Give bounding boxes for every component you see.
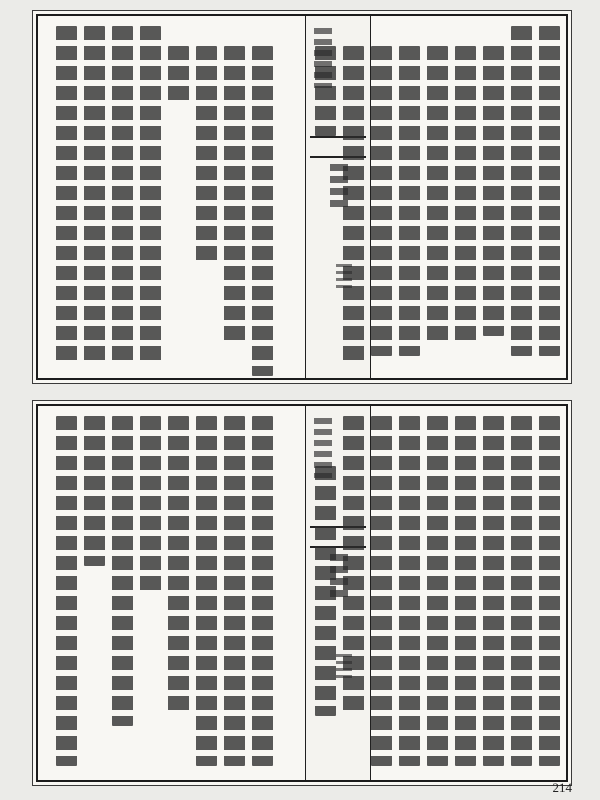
text-column	[112, 416, 133, 726]
text-column	[399, 416, 420, 766]
text-column	[140, 26, 161, 366]
text-column	[196, 46, 217, 266]
text-column	[140, 416, 161, 596]
text-column	[196, 416, 217, 766]
text-column	[343, 416, 364, 716]
text-column	[168, 416, 189, 716]
text-column	[168, 46, 189, 106]
text-column	[483, 416, 504, 766]
text-column	[315, 466, 336, 716]
text-column	[427, 46, 448, 346]
text-column	[84, 26, 105, 366]
text-column	[112, 26, 133, 366]
text-column	[224, 416, 245, 766]
text-column	[539, 26, 560, 356]
text-column	[252, 46, 273, 376]
text-column	[455, 416, 476, 766]
text-column	[511, 416, 532, 766]
text-column	[399, 46, 420, 356]
upper-leaf	[36, 14, 568, 380]
text-column	[56, 416, 77, 766]
text-column	[483, 46, 504, 336]
lower-leaf	[36, 404, 568, 782]
text-column	[511, 26, 532, 356]
text-column	[84, 416, 105, 566]
text-column	[371, 46, 392, 356]
text-column	[343, 46, 364, 366]
text-column	[455, 46, 476, 346]
text-column	[56, 26, 77, 366]
text-column	[427, 416, 448, 766]
text-column	[539, 416, 560, 766]
text-column	[252, 416, 273, 766]
text-column	[315, 46, 336, 136]
text-column	[224, 46, 245, 346]
text-column	[371, 416, 392, 766]
page-number: 214	[552, 780, 572, 795]
